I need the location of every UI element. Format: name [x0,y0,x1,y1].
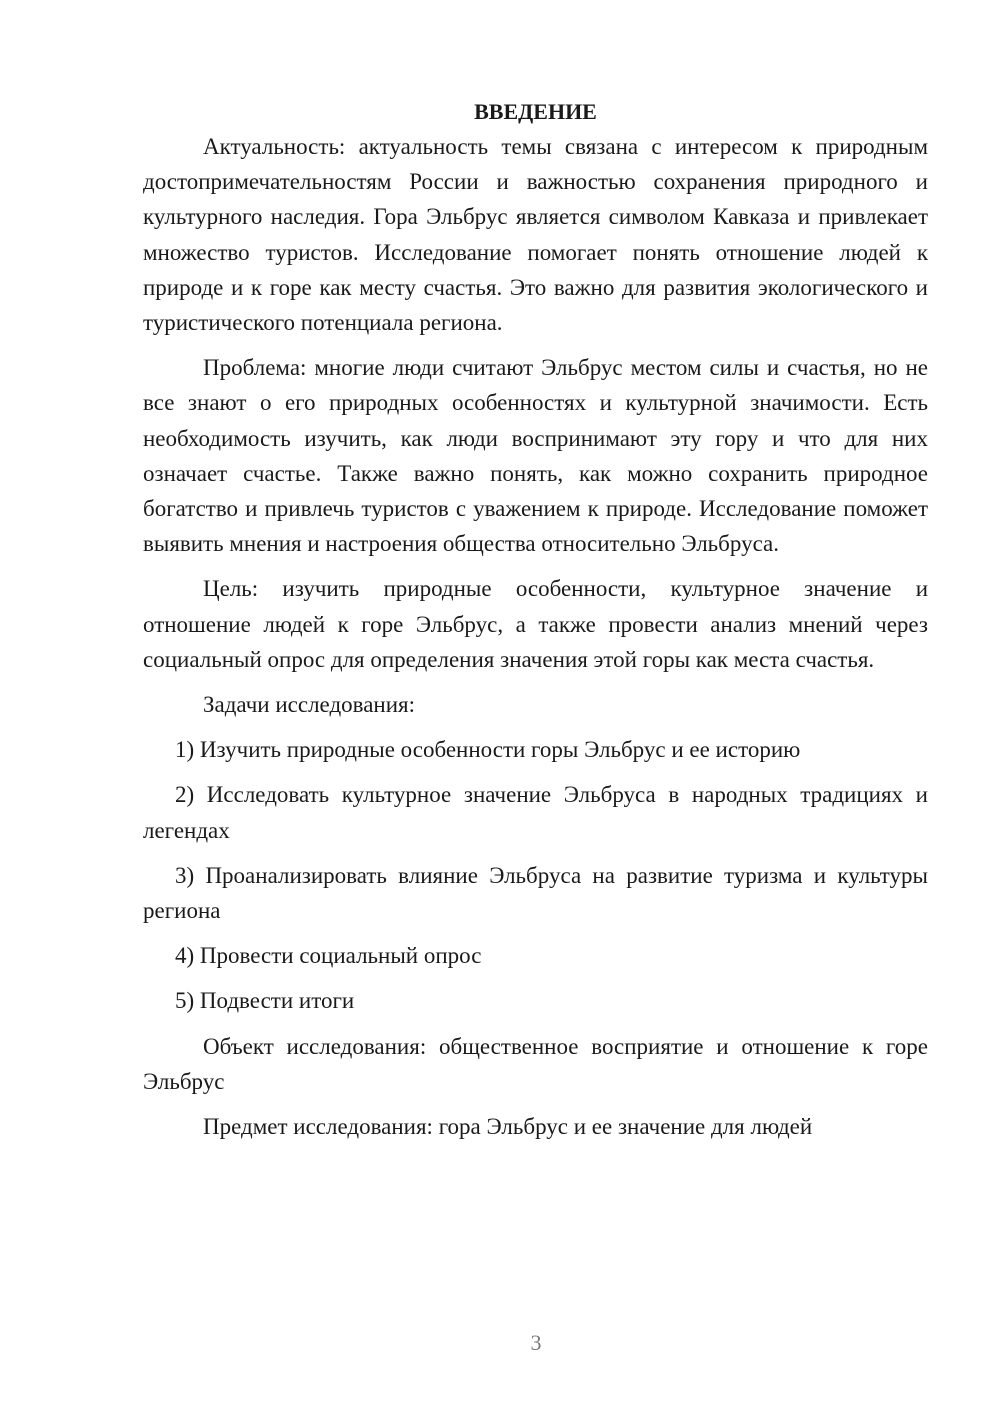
page-content [143,94,928,1154]
task-item-3: 3) Проанализировать влияние Эльбруса на развитие туризма и культуры региона [143,862,928,924]
paragraph-subject: Предмет исследования: гора Эльбрус и ее значение для людей [203,1114,813,1140]
paragraph-object: Объект исследования: общественное восприятие и отношение к горе Эльбрус [143,1033,928,1094]
section-title: ВВЕДЕНИЕ [474,99,597,124]
paragraph-problem: Проблема: многие люди считают Эльбрус местом силы и счастья, но не все знают о его природных особенностях и культурной значимости. Есть необходимость изучить, как люди воспринимают эту гору и что для них означает счастье. Также важно понять, как можно сохранить природное богатство и привлечь туристов с уважением к природе. Исследование поможет выявить мнения и настроения общества относительно Эльбруса. [143,355,928,557]
task-item-2: 2) Исследовать культурное значение Эльбруса в народных традициях и легендах [143,782,928,843]
paragraph-relevance: Актуальность: актуальность темы связана с интересом к природным достопримечательностям России и важностью сохранения природного и культурного наследия. Гора Эльбрус является символом Кавказа и привлекает множество туристов. Исследование помогает понять отношение людей к природе и к горе как месту счастья. Это важно для развития экологического и туристического потенциала региона. [143,134,928,336]
task-item-4: 4) Провести социальный опрос [175,943,482,969]
page-number: 3 [530,1330,542,1355]
task-item-5: 5) Подвести итоги [175,988,355,1014]
tasks-heading: Задачи исследования: [203,692,416,718]
task-item-1: 1) Изучить природные особенности горы Эльбрус и ее историю [175,737,801,763]
paragraph-goal: Цель: изучить природные особенности, культурное значение и отношение людей к горе Эльбрус, а также провести анализ мнений через социальный опрос для определения значения этой горы как места счастья. [143,576,928,672]
